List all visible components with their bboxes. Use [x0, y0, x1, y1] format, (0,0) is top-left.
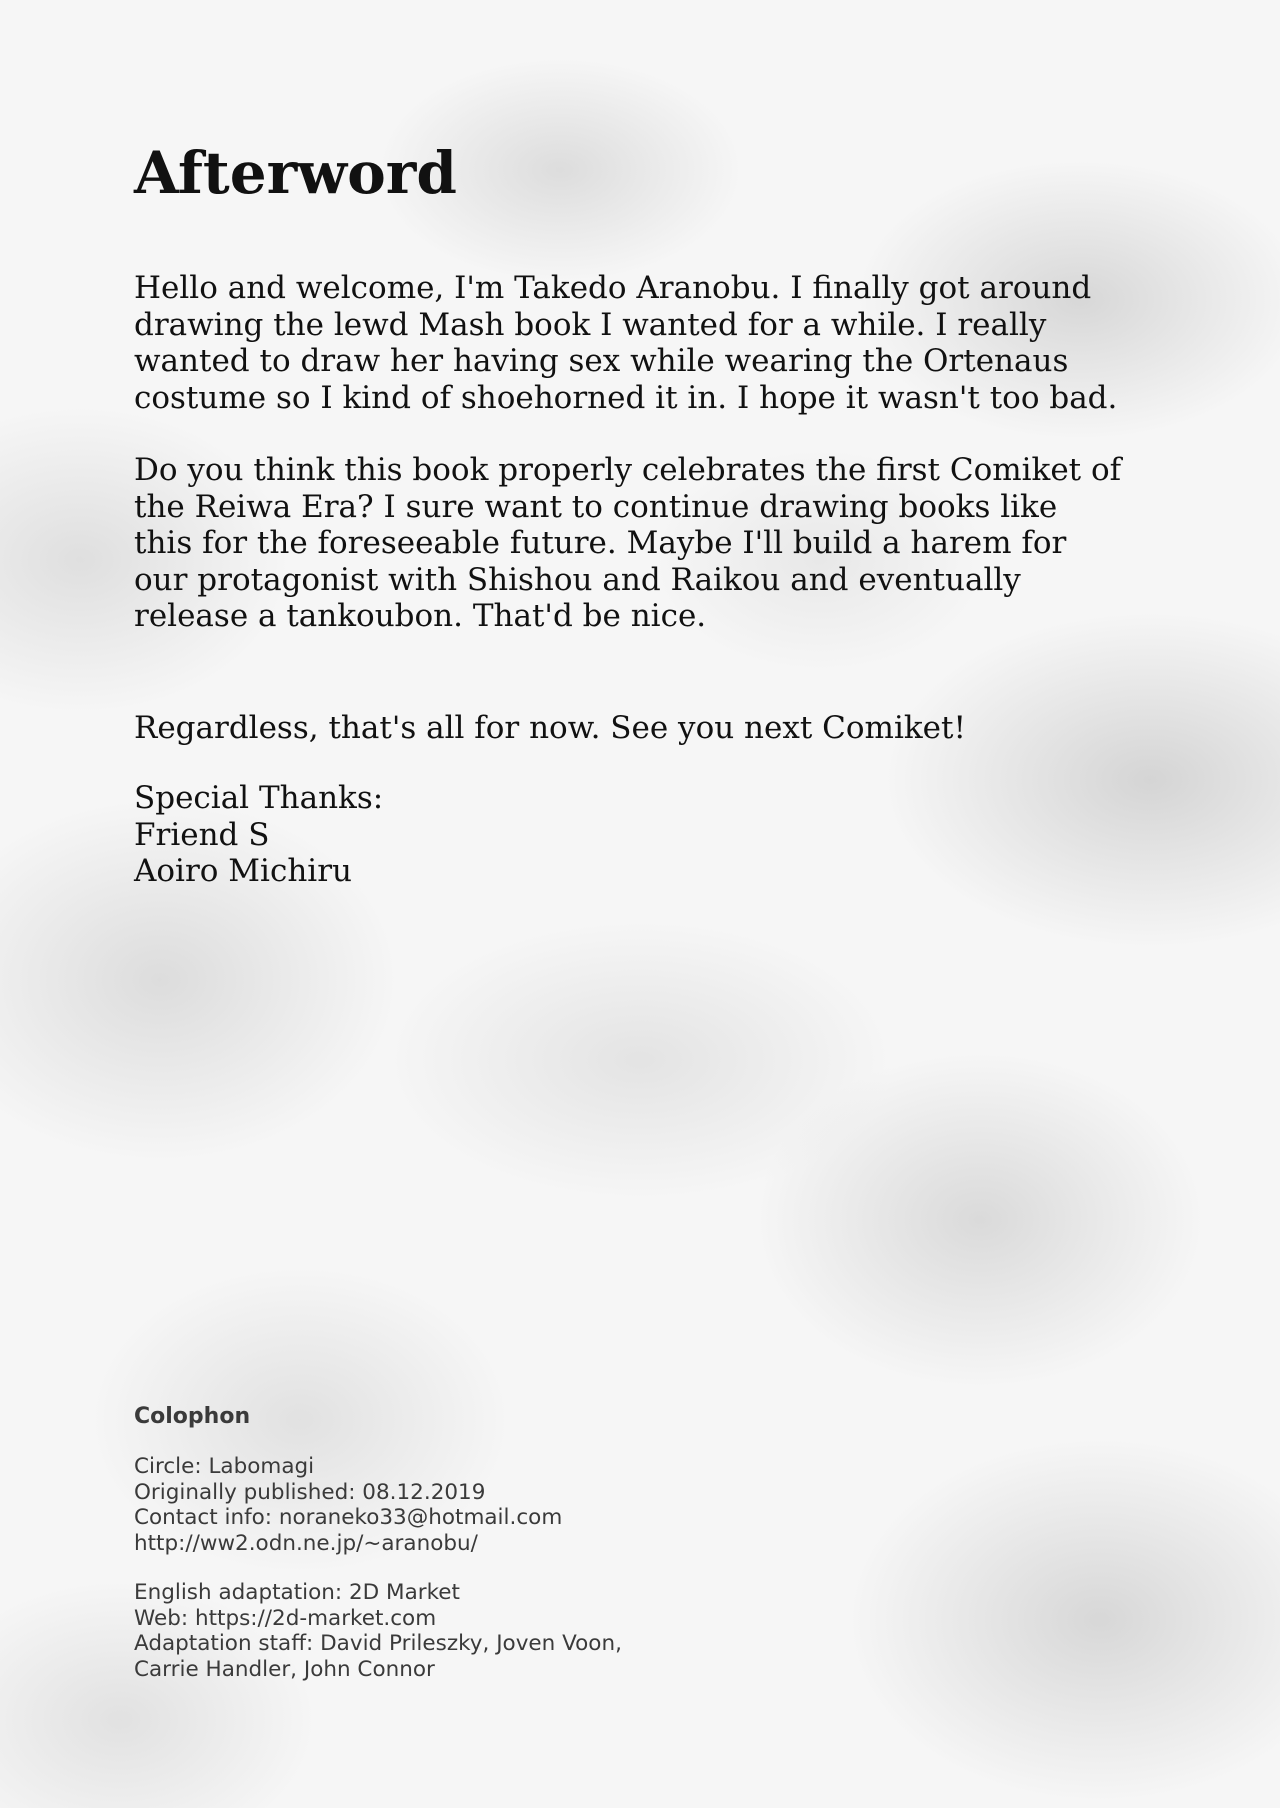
paragraph-line: this for the foreseeable future. Maybe I'll build a harem for	[134, 525, 1067, 561]
paragraph-comiket	[134, 452, 1174, 635]
paragraph-line: Hello and welcome, I'm Takedo Aranobu. I finally got around	[134, 270, 1092, 306]
special-thanks-name: Aoiro Michiru	[134, 853, 352, 889]
colophon-title: Colophon	[134, 1404, 251, 1429]
paragraph-line: wanted to draw her having sex while wearing the Ortenaus	[134, 343, 1069, 379]
paragraph-line: Regardless, that's all for now. See you next Comiket!	[134, 710, 966, 746]
special-thanks-heading: Special Thanks:	[134, 780, 384, 816]
special-thanks	[134, 780, 1174, 890]
colophon	[134, 1402, 622, 1706]
colophon-line: http://ww2.odn.ne.jp/~aranobu/	[134, 1530, 478, 1556]
paragraph-line: our protagonist with Shishou and Raikou and eventually	[134, 561, 1021, 598]
colophon-line: English adaptation: 2D Market	[134, 1580, 460, 1605]
colophon-line: Originally published: 08.12.2019	[134, 1479, 486, 1505]
paragraph-line: drawing the lewd Mash book I wanted for a while. I really	[134, 306, 1047, 343]
paragraph-line: costume so I kind of shoehorned it in. I hope it wasn't too bad.	[134, 379, 1118, 416]
special-thanks-name: Friend S	[134, 816, 270, 853]
colophon-adaptation-info	[134, 1580, 622, 1682]
colophon-line: Carrie Handler, John Connor	[134, 1656, 435, 1682]
colophon-line: Adaptation staff: David Prileszky, Joven Voon,	[134, 1631, 622, 1656]
colophon-line: Contact info: noraneko33@hotmail.com	[134, 1505, 563, 1530]
paragraph-closing	[134, 710, 1174, 747]
paragraph-intro	[134, 270, 1174, 416]
paragraph-line: release a tankoubon. That'd be nice.	[134, 598, 707, 634]
colophon-line: Web: https://2d-market.com	[134, 1605, 437, 1631]
paragraph-line: Do you think this book properly celebrates the first Comiket of	[134, 452, 1122, 488]
paragraph-line: the Reiwa Era? I sure want to continue drawing books like	[134, 488, 1058, 525]
page-title: Afterword	[134, 139, 457, 207]
colophon-line: Circle: Labomagi	[134, 1454, 315, 1479]
colophon-circle-info	[134, 1454, 622, 1556]
